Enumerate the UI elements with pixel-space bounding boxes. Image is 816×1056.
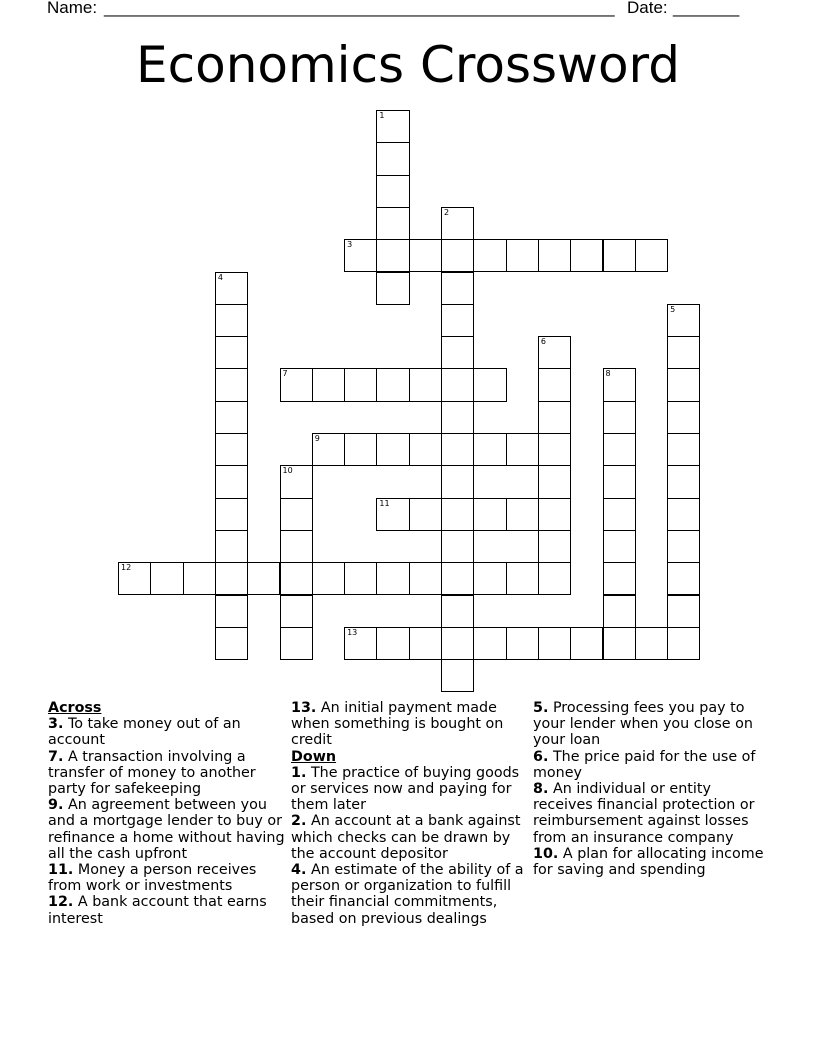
clue-number: 6 — [540, 337, 546, 347]
grid-cell[interactable] — [441, 562, 474, 595]
grid-cell[interactable] — [183, 562, 216, 595]
clue-number: 8 — [605, 369, 611, 379]
clue-across-7: 7. A transaction involving a transfer of money to another party for safekeeping — [48, 748, 256, 798]
grid-cell[interactable] — [667, 562, 700, 595]
grid-cell[interactable] — [570, 627, 603, 660]
grid-cell[interactable] — [312, 368, 345, 401]
grid-cell[interactable] — [280, 562, 313, 595]
grid-cell[interactable] — [506, 433, 539, 466]
grid-cell[interactable] — [667, 595, 700, 628]
grid-cell[interactable] — [215, 401, 248, 434]
grid-cell[interactable] — [506, 562, 539, 595]
grid-cell[interactable] — [506, 239, 539, 272]
clue-down-2: 2. An account at a bank against which checks can be drawn by the account depositor — [291, 813, 521, 862]
clues-section — [0, 700, 816, 1000]
grid-cell[interactable] — [376, 207, 409, 240]
clue-column-1 — [48, 700, 288, 927]
grid-cell[interactable] — [280, 465, 313, 498]
grid-cell[interactable] — [667, 433, 700, 466]
grid-cell[interactable] — [376, 498, 409, 531]
grid-cell[interactable] — [603, 498, 636, 531]
grid-cell[interactable] — [538, 401, 571, 434]
grid-cell[interactable] — [538, 433, 571, 466]
grid-cell[interactable] — [441, 498, 474, 531]
grid-cell[interactable] — [667, 368, 700, 401]
grid-cell[interactable] — [635, 627, 668, 660]
clue-number: 5 — [670, 304, 676, 314]
grid-cell[interactable] — [603, 530, 636, 563]
grid-cell[interactable] — [667, 465, 700, 498]
grid-cell[interactable] — [409, 433, 442, 466]
grid-cell[interactable] — [441, 336, 474, 369]
grid-cell[interactable] — [473, 562, 506, 595]
grid-cell[interactable] — [473, 498, 506, 531]
clue-number: 4 — [217, 272, 223, 282]
clue-across-9: 9. An agreement between you and a mortgage lender to buy or refinance a home without having all the cash upfront — [48, 797, 285, 862]
grid-cell[interactable] — [215, 627, 248, 660]
grid-cell[interactable] — [215, 562, 248, 595]
grid-cell[interactable] — [344, 239, 377, 272]
grid-cell[interactable] — [150, 562, 183, 595]
clue-number: 1 — [379, 111, 385, 120]
grid-cell[interactable] — [538, 239, 571, 272]
grid-cell[interactable] — [215, 336, 248, 369]
grid-cell[interactable] — [667, 304, 700, 337]
clue-number: 7 — [282, 369, 288, 379]
grid-cell[interactable] — [409, 627, 442, 660]
grid-cell[interactable] — [603, 433, 636, 466]
grid-cell[interactable] — [667, 336, 700, 369]
grid-cell[interactable] — [215, 272, 248, 305]
clue-number: 13 — [347, 627, 358, 637]
grid-cell[interactable] — [667, 627, 700, 660]
page-title: Economics Crossword — [136, 36, 680, 94]
grid-cell[interactable] — [344, 433, 377, 466]
grid-cell[interactable] — [441, 304, 474, 337]
clue-column-2 — [291, 700, 531, 927]
clue-number: 2 — [444, 207, 450, 217]
grid-cell[interactable] — [409, 239, 442, 272]
grid-cell[interactable] — [247, 562, 280, 595]
grid-cell[interactable] — [441, 465, 474, 498]
grid-cell[interactable] — [215, 530, 248, 563]
grid-cell[interactable] — [215, 595, 248, 628]
grid-cell[interactable] — [280, 627, 313, 660]
grid-cell[interactable] — [538, 627, 571, 660]
grid-cell[interactable] — [441, 627, 474, 660]
clue-number: 12 — [121, 563, 132, 573]
grid-cell[interactable] — [376, 562, 409, 595]
grid-cell[interactable] — [312, 562, 345, 595]
clue-down-6: 6. The price paid for the use of money — [533, 748, 756, 781]
grid-cell[interactable] — [376, 272, 409, 305]
clue-number: 10 — [282, 466, 293, 476]
clue-across-13: 13. An initial payment made when something is bought on credit — [291, 700, 504, 749]
grid-cell[interactable] — [376, 433, 409, 466]
grid-cell[interactable] — [603, 368, 636, 401]
grid-cell[interactable] — [506, 627, 539, 660]
grid-cell[interactable] — [280, 595, 313, 628]
grid-cell[interactable] — [538, 368, 571, 401]
name-field[interactable]: ______________________________________________________ — [104, 0, 615, 17]
grid-cell[interactable] — [376, 110, 409, 143]
clue-down-5: 5. Processing fees you pay to your lender when you close on your loan — [533, 700, 753, 749]
grid-cell[interactable] — [538, 465, 571, 498]
clue-across-3: 3. To take money out of an account — [48, 716, 241, 749]
name-label: Name: — [47, 0, 98, 17]
grid-cell[interactable] — [506, 498, 539, 531]
grid-cell[interactable] — [473, 627, 506, 660]
grid-cell[interactable] — [603, 595, 636, 628]
grid-cell[interactable] — [215, 368, 248, 401]
grid-cell[interactable] — [280, 530, 313, 563]
grid-cell[interactable] — [344, 562, 377, 595]
grid-cell[interactable] — [376, 175, 409, 208]
grid-cell[interactable] — [441, 433, 474, 466]
grid-cell[interactable] — [473, 368, 506, 401]
grid-cell[interactable] — [215, 304, 248, 337]
grid-cell[interactable] — [667, 530, 700, 563]
grid-cell[interactable] — [570, 239, 603, 272]
clue-column-3 — [533, 700, 773, 878]
grid-cell[interactable] — [603, 562, 636, 595]
clue-across-11: 11. Money a person receives from work or investments — [48, 862, 257, 895]
grid-cell[interactable] — [441, 368, 474, 401]
grid-cell[interactable] — [473, 239, 506, 272]
grid-cell[interactable] — [376, 627, 409, 660]
clue-down-4: 4. An estimate of the ability of a person or organization to fulfill their financial commitments, based on previous dealings — [291, 862, 524, 927]
grid-cell[interactable] — [538, 498, 571, 531]
grid-cell[interactable] — [538, 336, 571, 369]
grid-cell[interactable] — [635, 239, 668, 272]
clue-number: 3 — [347, 240, 353, 250]
down-heading: Down — [291, 748, 337, 765]
across-heading: Across — [48, 700, 102, 716]
grid-cell[interactable] — [441, 239, 474, 272]
grid-cell[interactable] — [215, 498, 248, 531]
grid-cell[interactable] — [603, 627, 636, 660]
grid-cell[interactable] — [441, 530, 474, 563]
grid-cell[interactable] — [441, 207, 474, 240]
grid-cell[interactable] — [344, 368, 377, 401]
grid-cell[interactable] — [441, 595, 474, 628]
grid-cell[interactable] — [441, 401, 474, 434]
grid-cell[interactable] — [409, 562, 442, 595]
date-label: Date: — [627, 0, 668, 17]
grid-cell[interactable] — [312, 433, 345, 466]
clue-number: 9 — [314, 434, 320, 443]
grid-cell[interactable] — [473, 433, 506, 466]
grid-cell[interactable] — [280, 368, 313, 401]
clue-number: 11 — [379, 498, 390, 508]
grid-cell[interactable] — [215, 433, 248, 466]
clue-down-8: 8. An individual or entity receives financial protection or reimbursement against losses from an insurance company — [533, 781, 755, 846]
grid-cell[interactable] — [667, 401, 700, 434]
clue-down-1: 1. The practice of buying goods or services now and paying for them later — [291, 764, 520, 814]
grid-cell[interactable] — [538, 530, 571, 563]
grid-cell[interactable] — [441, 272, 474, 305]
grid-cell[interactable] — [603, 401, 636, 434]
grid-cell[interactable] — [667, 498, 700, 531]
grid-cell[interactable] — [344, 627, 377, 660]
clue-down-10: 10. A plan for allocating income for saving and spending — [533, 845, 764, 879]
grid-cell[interactable] — [376, 142, 409, 175]
grid-cell[interactable] — [538, 562, 571, 595]
clue-across-12: 12. A bank account that earns interest — [48, 894, 267, 927]
grid-cell[interactable] — [376, 368, 409, 401]
grid-cell[interactable] — [118, 562, 151, 595]
grid-cell[interactable] — [280, 498, 313, 531]
date-field[interactable]: _______ — [673, 0, 740, 17]
grid-cell[interactable] — [409, 498, 442, 531]
grid-cell[interactable] — [603, 239, 636, 272]
grid-cell[interactable] — [409, 368, 442, 401]
grid-cell[interactable] — [603, 465, 636, 498]
grid-cell[interactable] — [215, 465, 248, 498]
grid-cell[interactable] — [441, 659, 474, 692]
grid-cell[interactable] — [376, 239, 409, 272]
